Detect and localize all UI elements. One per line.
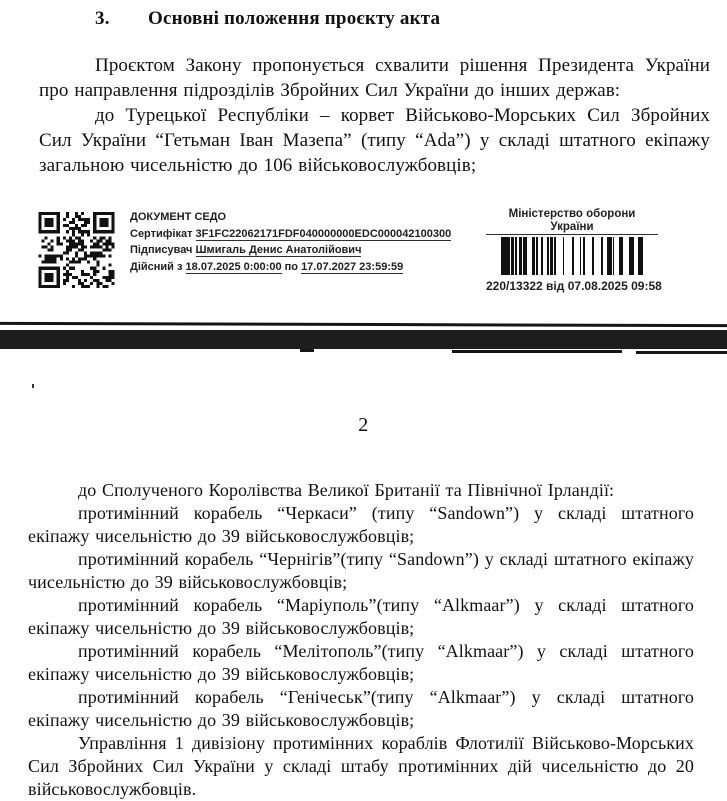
section-title: Основні положення проєкту акта <box>148 8 441 29</box>
mod-registration-number: 220/13322 від 07.08.2025 09:58 <box>486 279 662 293</box>
qr-code-icon <box>35 212 118 288</box>
paragraph: Управління 1 дивізіону протимінних кораблів Флотилії Військово-Морських Сил Збройних Сил України у складі штабу протимінних дій чисельністю до 20 військовослужбовців. <box>28 733 694 799</box>
paragraph: протимінний корабель “Маріуполь”(типу “Alkmaar”) у складі штатного екіпажу чисельністю до 39 військовослужбовців; <box>28 595 694 638</box>
paragraph: до Сполученого Королівства Великої Британії та Північної Ірландії: <box>78 480 615 500</box>
paragraph: Проєктом Закону пропонується схвалити рішення Президента України про направлення підрозділів Збройних Сил України до інших держав: <box>39 55 710 101</box>
scan-artifact <box>300 349 314 352</box>
sedo-signer: Підписувач Шмигаль Денис Анатолійович <box>130 244 362 256</box>
scan-artifact <box>32 384 34 388</box>
paragraph: протимінний корабель “Генічеськ”(типу “Alkmaar”) у складі штатного екіпажу чисельністю до 39 військовослужбовців; <box>28 687 694 730</box>
paragraph: до Турецької Республіки – корвет Військово-Морських Сил Збройних Сил України “Гетьман Іван Мазепа” (типу “Ada”) у складі штатного екіпажу загальною чисельністю до 106 військовослужбовців; <box>39 105 710 176</box>
page2-text-block <box>28 479 694 801</box>
section-number: 3. <box>95 8 110 29</box>
sedo-certificate: Сертифікат 3F1FC22062171FDF040000000EDC000042100300 <box>130 227 452 240</box>
section-heading <box>95 8 710 30</box>
mod-registration-stamp <box>486 208 662 293</box>
page2 <box>0 414 727 801</box>
page-number: 2 <box>358 414 369 436</box>
signer-name: Шмигаль Денис Анатолійович <box>195 244 362 256</box>
sedo-validity: Дійсний з 18.07.2025 0:00:00 по 17.07.2027 23:59:59 <box>130 260 404 273</box>
certificate-number: 3F1FC22062171FDF040000000EDC000042100300 <box>195 227 452 240</box>
mod-org-name: Міністерство оборони України <box>486 208 658 235</box>
paragraph: протимінний корабель “Мелітополь”(типу “Alkmaar”) у складі штатного екіпажу чисельністю до 39 військовослужбовців; <box>28 641 694 684</box>
valid-from-date: 18.07.2025 0:00:00 <box>185 260 282 273</box>
scan-artifact <box>636 351 727 354</box>
sedo-title: ДОКУМЕНТ СЕДО <box>130 211 227 223</box>
valid-to-date: 17.07.2027 23:59:59 <box>301 260 404 273</box>
barcode-icon <box>501 237 643 275</box>
page1-text-block <box>39 53 710 178</box>
scan-separator-line <box>0 322 727 327</box>
page1-fragment <box>0 0 727 178</box>
scan-artifact <box>452 350 622 353</box>
sedo-signature-stamp <box>130 209 460 275</box>
scan-separator-band <box>0 330 727 349</box>
paragraph: протимінний корабель “Чернігів”(типу “Sandown”) у складі штатного екіпажу чисельністю до 39 військовослужбовців; <box>28 549 694 592</box>
paragraph: протимінний корабель “Черкаси” (типу “Sandown”) у складі штатного екіпажу чисельністю до 39 військовослужбовців; <box>28 503 694 546</box>
